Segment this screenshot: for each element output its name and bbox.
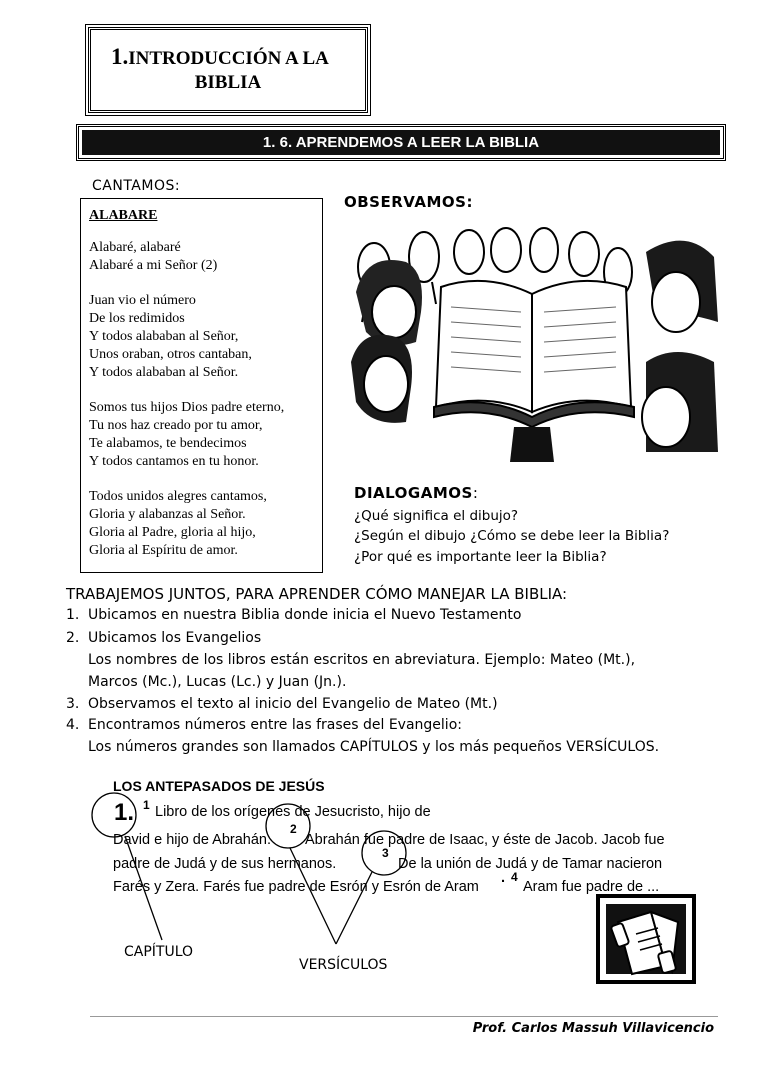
song-line: Unos oraban, otros cantaban, xyxy=(89,347,252,362)
song-line: Gloria al Padre, gloria al hijo, xyxy=(89,525,256,540)
verse-text: De la unión de Judá y de Tamar nacieron xyxy=(398,856,663,872)
dialogamos-heading xyxy=(354,484,478,502)
song-line: Gloria al Espíritu de amor. xyxy=(89,543,238,558)
section-banner-text: 1. 6. APRENDEMOS A LEER LA BIBLIA xyxy=(82,130,720,155)
song-line: Alabaré, alabaré xyxy=(89,240,181,255)
observamos-heading: OBSERVAMOS: xyxy=(344,193,473,211)
song-line: Gloria y alabanzas al Señor. xyxy=(89,507,246,522)
verse-text: padre de Judá y de sus hermanos. xyxy=(113,856,337,872)
stanza xyxy=(89,239,314,275)
verse-dot: . xyxy=(501,870,506,886)
song-line: Y todos alababan al Señor, xyxy=(89,329,239,344)
list-item xyxy=(66,607,521,623)
page-title-line2: BIBLIA xyxy=(194,72,262,93)
list-number: 4. xyxy=(66,717,80,733)
song-line: De los redimidos xyxy=(89,311,185,326)
verse-text: Libro de los orígenes de Jesucristo, hijo de xyxy=(155,804,431,820)
song-line: Juan vio el número xyxy=(89,293,196,308)
list-text: Marcos (Mc.), Lucas (Lc.) y Juan (Jn.). xyxy=(88,674,347,690)
verse-text: Aram fue padre de ... xyxy=(523,879,660,895)
dialogamos-heading-text: DIALOGAMOS xyxy=(354,484,473,502)
list-item xyxy=(66,674,346,690)
list-item xyxy=(66,739,659,755)
list-text: Encontramos números entre las frases del Evangelio: xyxy=(88,717,462,733)
song-line: Y todos cantamos en tu honor. xyxy=(89,454,259,469)
song-line: Todos unidos alegres cantamos, xyxy=(89,489,267,504)
chapter-number: 1. xyxy=(114,799,135,826)
song-line: Y todos alababan al Señor. xyxy=(89,365,239,380)
verse-number: 1 xyxy=(143,798,150,812)
title-box xyxy=(88,27,368,113)
dialogamos-colon: : xyxy=(472,484,479,502)
song-line: Somos tus hijos Dios padre eterno, xyxy=(89,400,285,415)
song-title: ALABARE xyxy=(89,208,158,223)
verse-text: David e hijo de Abrahán. xyxy=(113,832,271,848)
stanza xyxy=(89,488,314,560)
trabajemos-heading: TRABAJEMOS JUNTOS, PARA APRENDER CÓMO MANEJAR LA BIBLIA: xyxy=(66,585,568,603)
verse-number: 3 xyxy=(382,846,389,860)
list-text: Los números grandes son llamados CAPÍTULOS y los más pequeños VERSÍCULOS. xyxy=(88,739,660,755)
song-box xyxy=(80,198,323,573)
footer-divider xyxy=(90,1016,718,1017)
book-icon xyxy=(596,894,696,984)
verse-text: Farés y Zera. Farés fue padre de Esrón y Esrón de Aram xyxy=(113,879,479,895)
song-line: Alabaré a mi Señor (2) xyxy=(89,258,218,273)
verse-number: 4 xyxy=(511,870,518,884)
verse-number: 2 xyxy=(290,822,297,836)
list-number: 1. xyxy=(66,607,80,623)
cantamos-heading: CANTAMOS: xyxy=(92,178,181,194)
list-item xyxy=(66,652,635,668)
dialog-question: ¿Qué significa el dibujo? xyxy=(354,508,519,524)
dialog-question: ¿Por qué es importante leer la Biblia? xyxy=(354,549,607,565)
list-number: 3. xyxy=(66,696,80,712)
list-text: Los nombres de los libros están escritos en abreviatura. Ejemplo: Mateo (Mt.), xyxy=(88,652,636,668)
footer-author: Prof. Carlos Massuh Villavicencio xyxy=(472,1021,714,1036)
capitulo-label: CAPÍTULO xyxy=(124,944,194,960)
verse-text: Abrahán fue padre de Isaac, y éste de Jacob. Jacob fue xyxy=(305,832,665,848)
song-line: Tu nos haz creado por tu amor, xyxy=(89,418,263,433)
list-item xyxy=(66,717,462,733)
page-title-line1 xyxy=(111,44,329,70)
list-text: Ubicamos en nuestra Biblia donde inicia el Nuevo Testamento xyxy=(88,607,522,623)
list-item xyxy=(66,630,261,646)
versiculos-label: VERSÍCULOS xyxy=(299,957,388,973)
dialog-question: ¿Según el dibujo ¿Cómo se debe leer la Biblia? xyxy=(354,528,670,544)
section-banner xyxy=(76,124,726,161)
list-item xyxy=(66,696,498,712)
title-number: 1. xyxy=(111,44,129,69)
song-line: Te alabamos, te bendecimos xyxy=(89,436,247,451)
list-text: Ubicamos los Evangelios xyxy=(88,630,262,646)
list-number: 2. xyxy=(66,630,80,646)
genealogy-heading: LOS ANTEPASADOS DE JESÚS xyxy=(113,778,325,794)
stanza xyxy=(89,399,314,471)
list-text: Observamos el texto al inicio del Evangelio de Mateo (Mt.) xyxy=(88,696,498,712)
bible-reading-illustration xyxy=(346,212,718,462)
stanza xyxy=(89,292,314,382)
title-text: INTRODUCCIÓN A LA xyxy=(128,48,329,69)
